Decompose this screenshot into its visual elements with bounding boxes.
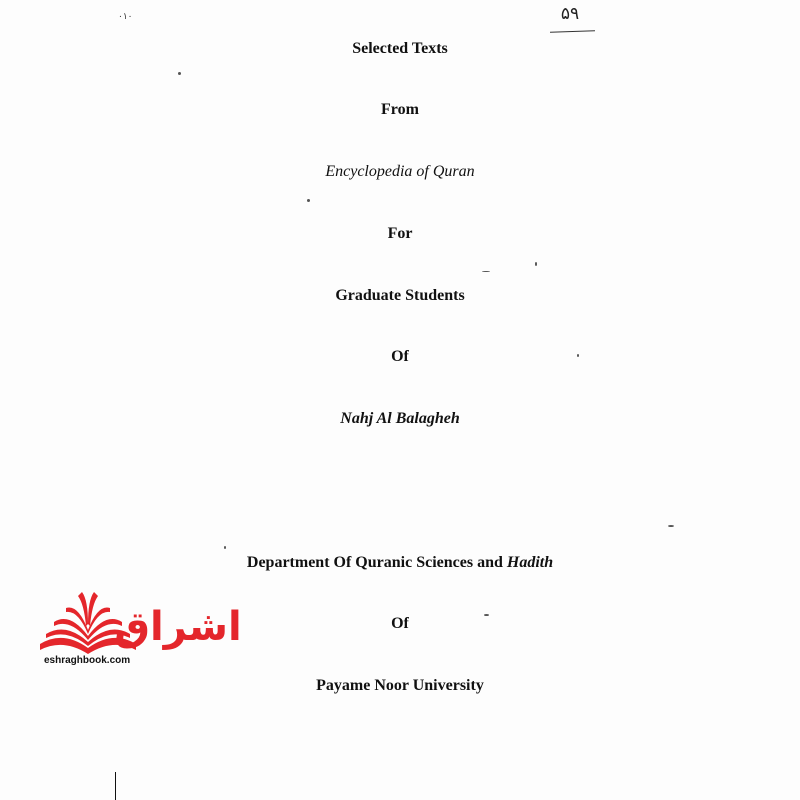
department-of: Of bbox=[391, 615, 409, 632]
department-line bbox=[0, 553, 800, 573]
scan-speck bbox=[307, 199, 310, 202]
title-line-for: For bbox=[387, 225, 413, 242]
logo-wordmark: اشراق bbox=[114, 604, 242, 650]
title-line-encyclopedia: Encyclopedia of Quran bbox=[325, 163, 475, 180]
scan-speck bbox=[535, 262, 537, 266]
title-line-nahj-al-balagheh: Nahj Al Balagheh bbox=[340, 410, 460, 427]
corner-handwritten-mark: ۰۱۰ bbox=[118, 12, 133, 22]
scan-speck bbox=[668, 525, 674, 527]
margin-rule bbox=[115, 772, 116, 800]
title-line-of: Of bbox=[391, 348, 409, 365]
page-number: ۵۹ bbox=[560, 4, 580, 24]
scan-speck bbox=[484, 614, 489, 616]
university-name: Payame Noor University bbox=[316, 677, 484, 694]
title-line-graduate-students: Graduate Students bbox=[335, 287, 465, 304]
department-hadith: Hadith bbox=[506, 554, 554, 571]
title-line-selected-texts: Selected Texts bbox=[352, 40, 448, 57]
logo-site-url: eshraghbook.com bbox=[44, 655, 131, 666]
scan-speck bbox=[224, 546, 226, 549]
title-line-from: From bbox=[381, 101, 419, 118]
scan-speck bbox=[577, 354, 579, 357]
scan-speck bbox=[482, 271, 490, 272]
scan-speck bbox=[178, 72, 181, 75]
department-name: Department Of Quranic Sciences and bbox=[246, 554, 507, 571]
